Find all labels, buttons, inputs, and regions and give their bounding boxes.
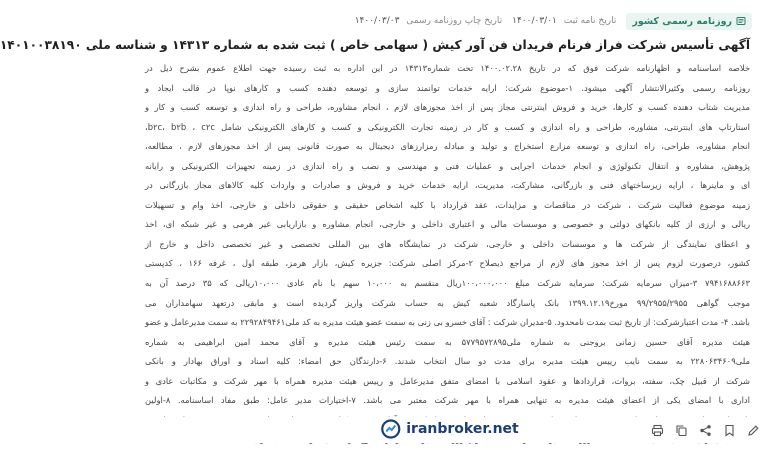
print-date: [355, 16, 502, 26]
bookmark-icon[interactable]: [723, 424, 736, 437]
action-icons: [651, 424, 760, 437]
registration-date-value: ۱۴۰۰/۰۳/۰۱: [512, 16, 557, 26]
source-badge[interactable]: [626, 13, 752, 30]
body-line: خلاصه اساسنامه و اظهارنامه شرکت فوق که در تاریخ ۱۴۰۰.۰۲.۲۸ تحت شماره۱۴۳۱۳ در این اداره به ثبت رسیده جهت اطلاع عموم بشرح ذیل در: [145, 63, 750, 73]
body-line: هیئت مدیره آقای حسین زمانی بروجنی به شماره ملی۵۷۷۹۵۷۲۸۹۵ به سمت رئیس هیئت مدیره و آقای محمد امین ابراهیمی به شماره: [145, 336, 750, 347]
iranbroker-logo-icon: [380, 419, 400, 439]
announcement-title: آگهی تأسیس شرکت فراز فرنام فریدان فن آور کیش ( سهامی خاص ) ثبت شده به شماره ۱۴۳۱۳ و شناسه ملی ۱۴۰۱۰۰۳۸۱۹۰: [0, 38, 750, 52]
body-line: و اعطای نمایندگی از شرکت ها و موسسات داخلی و خارجی، شرکت در نمایشگاه های بین المللی تخصصی و غیر تخصصی داخل و خارج از: [145, 238, 750, 249]
body-line: روزنامه رسمی وکثیرالانتشار آگهی میشود. ۱-موضوع شرکت: ارایه خدمات توانمند سازی و توسعه دهنده کسب و کارهای نوپا در قالب ایجاد و: [145, 82, 751, 93]
body-line: اداری با امضای یکی از اعضای هیئت مدیره به تنهایی همراه با مهر شرکت معتبر می باشد. ۷-اختیارات مدیر عامل: طبق مفاد اساسنامه. ۸-اولین: [145, 395, 750, 406]
body-line: مدیریت شتاب دهنده کسب و کارها، خرید و فروش اینترنتی مجاز پس از اخذ مجوزهای لازم ، انجام مشاوره، طراحی و راه اندازی و توسعه کسب و کار و: [145, 102, 750, 113]
registration-date: [512, 16, 616, 26]
copy-icon[interactable]: [675, 424, 688, 437]
print-date-value: ۱۴۰۰/۰۳/۰۳: [354, 16, 400, 26]
newspaper-icon: [736, 16, 746, 26]
body-line: پژوهش، مشاوره و انتقال تکنولوژی و انجام خدمات اجرایی و عملیات فنی و مهندسی و نصب و راه اندازی در زمینه تجهیزات الکترونیکی و رایانه: [145, 160, 750, 171]
print-date-label: تاریخ چاپ روزنامه رسمی: [406, 16, 503, 26]
body-line: استارتاپ های اینترنتی، مشاوره، طراحی و راه اندازی و کسب و کار در زمینه تجارت الکترونیکی و کسب و کارهای الکترونیکی شامل b۲c، b۲b ، c۲c،: [145, 121, 750, 132]
body-line: انجام مشاوره، طراحی، راه اندازی و توسعه مزارع استخراج و تولید و مبادله رمزارزهای دیجیتال به صورت قانونی پس از اخذ مجوزهای لازم ، مطالعه،: [145, 141, 750, 152]
watermark: [372, 417, 526, 441]
source-badge-label: روزنامه رسمی کشور: [632, 15, 732, 27]
body-line: باشد. ۴- مدت اعتبارشرکت: از تاریخ ثبت بمدت نامحدود. ۵-مدیران شرکت : آقای خسرو بی زنی به سمت عضو هیئت مدیره به کد ملی۲۲۹۲۸۴۹۴۶۱ به سمت مدیرعامل و عضو: [145, 317, 750, 328]
watermark-text: iranbroker.net: [406, 421, 519, 437]
edit-icon[interactable]: [747, 424, 760, 437]
share-icon[interactable]: [699, 424, 712, 437]
body-line: زمینه موضوع فعالیت شرکت ، شرکت در مناقصات و مزایدات، عقد قرارداد با کلیه اشخاص حقیقی و حقوقی داخلی و خارجی، اخذ وام و تسهیلات: [145, 199, 750, 210]
body-line: ۷۹۴۱۶۸۸۶۶۳ ۳-میزان سرمایه شرکت: سرمایه شرکت مبلغ ۱۰۰،۰۰۰،۰۰۰ریال منقسم به ۱۰،۰۰۰ سهم با نام عادی ۱۰،۰۰۰ریالی که ۳۵ درصد آن به: [145, 278, 751, 289]
registration-date-label: تاریخ نامه ثبت: [563, 16, 617, 26]
announcement-body: [145, 59, 750, 450]
body-line: کشور، درصورت لزوم پس از اخذ مجوز های لازم از مراجع ذیصلاح ۲-مرکز اصلی شرکت: جزیره کیش، بازار هرمز، طبقه اول ، غرفه ۱۶۶ ، کدپستی: [145, 258, 750, 269]
body-line: ریالی و ارزی از کلیه بانکهای دولتی و خصوصی و موسسات مالی و اعتباری داخلی و خارجی، انجام مشاوره و بازاریابی غیر هرمی و غیر شبکه ای، اخذ: [145, 219, 750, 230]
body-line: ملی۲۲۸۰۶۳۴۶۰۹ به سمت نایب رییس هیئت مدیره برای مدت دو سال انتخاب شدند. ۶-دارندگان حق امضاء: کلیه اسناد و اوراق بهادار و بانکی: [145, 356, 750, 367]
meta-bar: [147, 10, 752, 32]
body-line: موجب گواهی ۹۹/۲۹۵۵/۲۹۵۵ مورخ۱۳۹۹.۱۲.۱۹ بانک پاسارگاد شعبه کیش به حساب شرکت واریز گردیده است و مابقی درتعهد سهامداران می: [145, 297, 750, 308]
print-icon[interactable]: [651, 424, 664, 437]
body-line: ای و ماینرها ، ارایه زیرساختهای فنی و بازرگانی، مشارکت، مدیریت، ارایه خدمات خرید و فروش و صادرات و واردات کلیه کالاهای مجاز بازرگانی در: [145, 180, 750, 191]
body-line: شرکت از قبیل چک، سفته، بروات، قراردادها و عقود اسلامی با امضای متفق مدیرعامل و رییس هیئت مدیره همراه با مهر شرکت و مکاتبات عادی و: [145, 375, 750, 386]
